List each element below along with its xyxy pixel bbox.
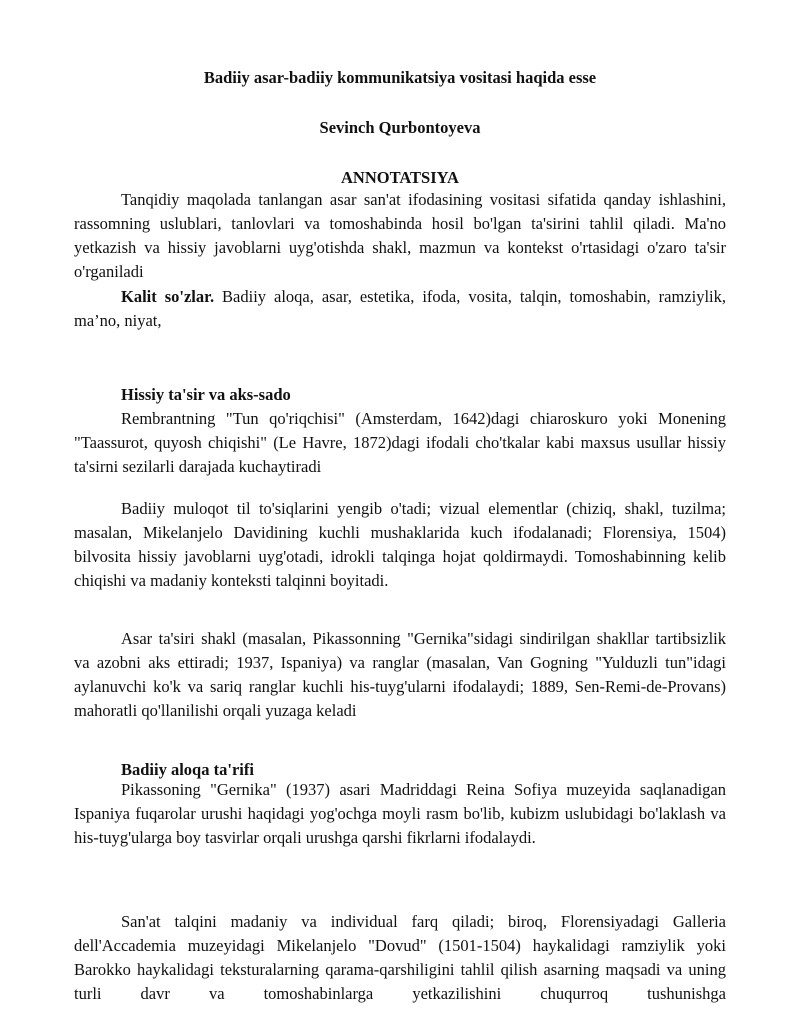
document-title: Badiiy asar-badiiy kommunikatsiya vositasi haqida esse bbox=[203, 68, 597, 87]
section2-paragraph-2: San'at talqini madaniy va individual farq qiladi; biroq, Florensiyadagi Galleria dell'Accademia muzeyidagi Mikelanjelo "Dovud" (1501-1504) haykalidagi ramziylik yoki Barokko haykalidagi teksturalarning qarama-qarshiligini tahlil qilish asarning maqsadi va uning turli davr va tomoshabinlarga yetkazilishini chuqurroq tushunishga bbox=[74, 912, 726, 1003]
keywords-paragraph bbox=[74, 285, 726, 333]
keywords-text: Badiiy aloqa, asar, estetika, ifoda, vosita, talqin, tomoshabin, ramziylik, ma’no, niyat, bbox=[74, 287, 726, 330]
section-heading-definition: Badiiy aloqa ta'rifi bbox=[121, 760, 254, 779]
section1-paragraph-2: Badiiy muloqot til to'siqlarini yengib o'tadi; vizual elementlar (chiziq, shakl, tuzilma; masalan, Mikelanjelo Davidining kuchli mushaklarida kuch ifodalanadi; Florensiya, 1504) bilvosita hissiy javoblarni uyg'otadi, idrokli talqinga hojat qoldirmaydi. Tomoshabinning kelib chiqishi va madaniy konteksti talqinni boyitadi. bbox=[74, 499, 726, 590]
annotation-heading: ANNOTATSIYA bbox=[341, 168, 459, 187]
section2-paragraph-1: Pikassoning "Gernika" (1937) asari Madriddagi Reina Sofiya muzeyida saqlanadigan Ispaniya fuqarolar urushi haqidagi yog'ochga moyli rasm bo'lib, kubizm uslubidagi bo'laklash va his-tuyg'ularga boy tasvirlar orqali urushga qarshi fikrlarni ifodalaydi. bbox=[74, 780, 726, 847]
keywords-label: Kalit so'zlar. bbox=[121, 287, 215, 306]
author-name: Sevinch Qurbontoyeva bbox=[319, 118, 481, 137]
section1-paragraph-1: Rembrantning "Tun qo'riqchisi" (Amsterdam, 1642)dagi chiaroskuro yoki Monening "Taassurot, quyosh chiqishi" (Le Havre, 1872)dagi ifodali cho'tkalar kabi maxsus usullar hissiy ta'sirni sezilarli darajada kuchaytiradi bbox=[74, 409, 726, 476]
annotation-paragraph: Tanqidiy maqolada tanlangan asar san'at ifodasining vositasi sifatida qanday ishlashini, rassomning uslublari, tanlovlari va tomoshabinda hosil bo'lgan ta'sirini tahlil qiladi. Ma'no yetkazish va hissiy javoblarni uyg'otishda shakl, mazmun va kontekst o'rtasidagi o'zaro ta'sir o'rganiladi bbox=[74, 190, 726, 281]
section1-paragraph-3: Asar ta'siri shakl (masalan, Pikassonning "Gernika"sidagi sindirilgan shakllar tartibsizlik va azobni aks ettiradi; 1937, Ispaniya) va ranglar (masalan, Van Gogning "Yulduzli tun"idagi aylanuvchi ko'k va sariq ranglar kuchli his-tuyg'ularni ifodalaydi; 1889, Sen-Remi-de-Provans) mahoratli qo'llanilishi orqali yuzaga keladi bbox=[74, 629, 726, 720]
section-heading-emotional-impact: Hissiy ta'sir va aks-sado bbox=[121, 385, 291, 404]
